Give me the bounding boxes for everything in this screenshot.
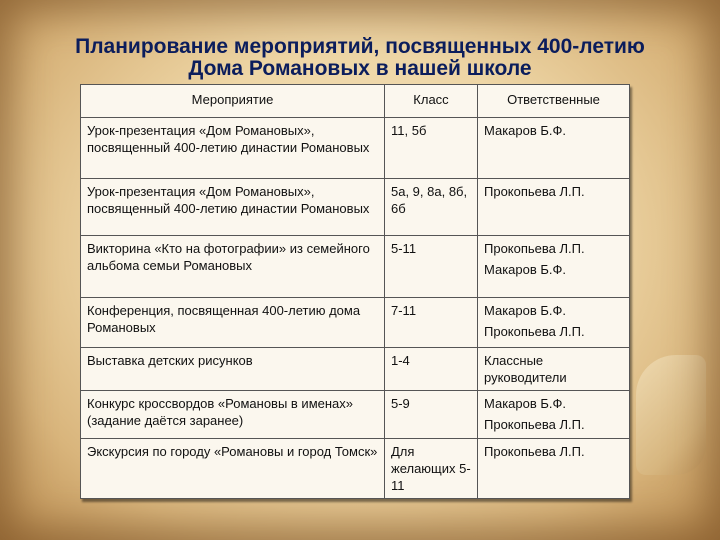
responsible-name: Макаров Б.Ф. [484, 123, 567, 138]
responsible-cell [478, 348, 630, 391]
class-cell: 1-4 [385, 348, 478, 391]
responsible-name: Макаров Б.Ф. [484, 396, 567, 411]
title-line-2: Дома Романовых в нашей школе [188, 57, 532, 80]
class-cell: Для желающих 5-11 [385, 439, 478, 499]
responsible-name: Прокопьева Л.П. [484, 417, 585, 432]
responsible-cell [478, 391, 630, 439]
scroll-curl-decoration [636, 355, 706, 475]
table-header-row [81, 85, 630, 118]
responsible-name: Классные руководители [484, 353, 567, 385]
table-row [81, 236, 630, 298]
event-cell: Урок-презентация «Дом Романовых», посвященный 400-летию династии Романовых [81, 179, 385, 236]
responsible-name: Макаров Б.Ф. [484, 262, 567, 277]
table-row [81, 118, 630, 179]
table-row [81, 298, 630, 348]
responsible-name: Прокопьева Л.П. [484, 324, 585, 339]
events-table [80, 84, 630, 499]
responsible-name: Прокопьева Л.П. [484, 184, 585, 199]
table-row [81, 348, 630, 391]
responsible-name: Прокопьева Л.П. [484, 241, 585, 256]
class-cell: 11, 5б [385, 118, 478, 179]
table-row [81, 439, 630, 499]
responsible-cell [478, 439, 630, 499]
event-cell: Выставка детских рисунков [81, 348, 385, 391]
class-cell: 7-11 [385, 298, 478, 348]
header-event: Мероприятие [81, 85, 385, 118]
table-row [81, 179, 630, 236]
event-cell: Конференция, посвященная 400-летию дома Романовых [81, 298, 385, 348]
responsible-cell [478, 298, 630, 348]
responsible-cell [478, 179, 630, 236]
responsible-name: Прокопьева Л.П. [484, 444, 585, 459]
event-cell: Конкурс кроссвордов «Романовы в именах» (задание даётся заранее) [81, 391, 385, 439]
class-cell: 5-11 [385, 236, 478, 298]
responsible-name: Макаров Б.Ф. [484, 303, 567, 318]
title-line-1: Планирование мероприятий, посвященных 400-летию [75, 35, 645, 58]
event-cell: Урок-презентация «Дом Романовых», посвященный 400-летию династии Романовых [81, 118, 385, 179]
header-responsible: Ответственные [478, 85, 630, 118]
event-cell: Экскурсия по городу «Романовы и город Томск» [81, 439, 385, 499]
events-table-container [80, 84, 630, 499]
table-row [81, 391, 630, 439]
responsible-cell [478, 236, 630, 298]
responsible-cell [478, 118, 630, 179]
event-cell: Викторина «Кто на фотографии» из семейного альбома семьи Романовых [81, 236, 385, 298]
page-title [0, 36, 720, 80]
header-class: Класс [385, 85, 478, 118]
class-cell: 5а, 9, 8а, 8б, 6б [385, 179, 478, 236]
class-cell: 5-9 [385, 391, 478, 439]
